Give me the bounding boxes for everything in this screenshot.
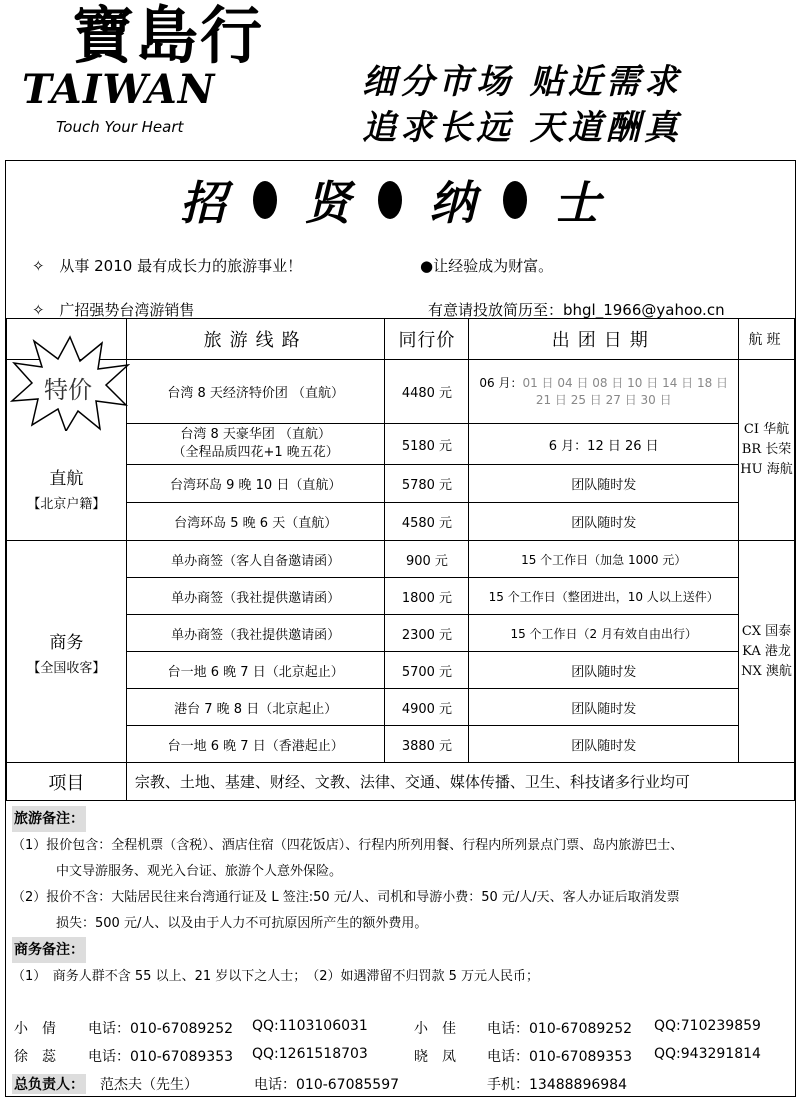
project-row — [7, 763, 795, 801]
header-date: 出团日期 — [469, 319, 739, 360]
contact-phone: 电话：010-67089353 — [88, 1049, 234, 1065]
contact-phone: 电话：010-67089353 — [487, 1049, 633, 1065]
manager-mobile: 手机：13488896984 — [487, 1077, 627, 1093]
bullet-icon: ✧ — [32, 257, 45, 275]
contact-name: 小 倩 — [14, 1021, 56, 1037]
table-row: 直航 【北京户籍】 台湾 8 天经济特价团 （直航） 4480 元 06 月：01 日 04 日 08 日 10 日 14 日 18 日 21 日 25 日 27 日 30 日 CI 华航 BR 长荣 HU 海航 — [7, 360, 795, 424]
table-row: 台湾环岛 9 晚 10 日（直航） 5780 元 团队随时发 — [7, 465, 795, 503]
project-label: 项目 — [7, 763, 127, 801]
table-row: 台一地 6 晚 7 日（香港起止） 3880 元 团队随时发 — [7, 726, 795, 763]
contact-name: 徐 蕊 — [14, 1049, 56, 1065]
banner — [180, 170, 600, 230]
manager-phone: 电话：010-67085597 — [254, 1077, 400, 1093]
logo-tagline: Touch Your Heart — [56, 118, 184, 136]
banner-dot — [253, 181, 277, 219]
slogan-line-2: 追求长远 天道酬真 — [362, 108, 682, 148]
intro-bullet-3: ✧ 广招强势台湾游销售 — [32, 301, 195, 319]
table-row: 单办商签（我社提供邀请函） 1800 元 15 个工作日（整团进出，10 人以上送件） — [7, 578, 795, 615]
contact-name: 晓 凤 — [414, 1049, 456, 1065]
project-text: 宗教、土地、基建、财经、文教、法律、交通、媒体传播、卫生、科技诸多行业均可 — [126, 763, 794, 801]
table-row: 台湾环岛 5 晚 6 天（直航） 4580 元 团队随时发 — [7, 503, 795, 541]
group-business: 商务 【全国收客】 — [7, 541, 127, 763]
contact-qq: QQ:1261518703 — [252, 1046, 368, 1062]
table-row: 台一地 6 晚 7 日（北京起止） 5700 元 团队随时发 — [7, 652, 795, 689]
logo-cn: 寶島行 — [72, 0, 265, 72]
header — [0, 0, 800, 150]
airlines-direct: CI 华航 BR 长荣 HU 海航 — [739, 360, 795, 541]
intro-bullet-1: ✧ 从事 2010 最有成长力的旅游事业！ — [32, 257, 303, 275]
table-row: 商务 【全国收客】 单办商签（客人自备邀请函） 900 元 15 个工作日（加急 1000 元） CX 国泰 KA 港龙 NX 澳航 — [7, 541, 795, 578]
slogan-line-1: 细分市场 贴近需求 — [362, 62, 682, 102]
banner-char-4: 士 — [553, 176, 600, 230]
table-row: 单办商签（我社提供邀请函） 2300 元 15 个工作日（2 月有效自由出行） — [7, 615, 795, 652]
table-row: 港台 7 晚 8 日（北京起止） 4900 元 团队随时发 — [7, 689, 795, 726]
contact-qq: QQ:710239859 — [654, 1018, 761, 1034]
header-price: 同行价 — [385, 319, 469, 360]
airlines-business: CX 国泰 KA 港龙 NX 澳航 — [739, 541, 795, 763]
banner-char-3: 纳 — [429, 176, 476, 230]
logo-en: TAIWAN — [22, 66, 216, 113]
group-direct: 直航 【北京户籍】 — [7, 360, 127, 541]
manager-name: 范杰夫（先生） — [100, 1077, 198, 1093]
intro-bullet-2: ●让经验成为财富。 — [420, 257, 554, 275]
contact-phone: 电话：010-67089252 — [88, 1021, 234, 1037]
contact-qq: QQ:943291814 — [654, 1046, 761, 1062]
resume-email[interactable]: 有意请投放简历至：bhgl_1966@yahoo.cn — [428, 301, 725, 319]
banner-char-1: 招 — [180, 176, 226, 230]
special-price-label: 特价 — [44, 376, 92, 404]
manager-label: 总负责人： — [12, 1074, 86, 1094]
business-notes-title: 商务备注： — [12, 937, 86, 963]
travel-notes-title: 旅游备注： — [12, 806, 86, 832]
contact-phone: 电话：010-67089252 — [487, 1021, 633, 1037]
header-airline: 航班 — [739, 319, 795, 360]
header-route: 旅游线路 — [126, 319, 385, 360]
banner-dot — [378, 181, 402, 219]
banner-dot — [503, 181, 527, 219]
banner-char-2: 贤 — [304, 176, 351, 230]
contact-name: 小 佳 — [414, 1021, 456, 1037]
contact-qq: QQ:1103106031 — [252, 1018, 368, 1034]
travel-notes: 旅游备注： （1）报价包含：全程机票（含税）、酒店住宿（四花饭店）、行程内所列用餐、行程内所列景点门票、岛内旅游巴士、 中文导游服务、观光入台证、旅游个人意外保险。 （2）报价不含：大陆居民往来台湾通行证及 L 签注:50 元/人、司机和导游小费：50 元/人/天、客人办证后取消发票 损失：500 元/人、以及由于人力不可抗原因所产生的额外费用。 商务备注： （1） 商务人群不含 55 以上、21 岁以下之人士； （2）如遇滞留不归罚款 5 万元人民币； — [12, 806, 792, 990]
bullet-icon: ✧ — [32, 301, 45, 319]
table-row: 台湾 8 天豪华团 （直航） （全程品质四花+1 晚五花） 5180 元 6 月：12 日 26 日 — [7, 424, 795, 465]
